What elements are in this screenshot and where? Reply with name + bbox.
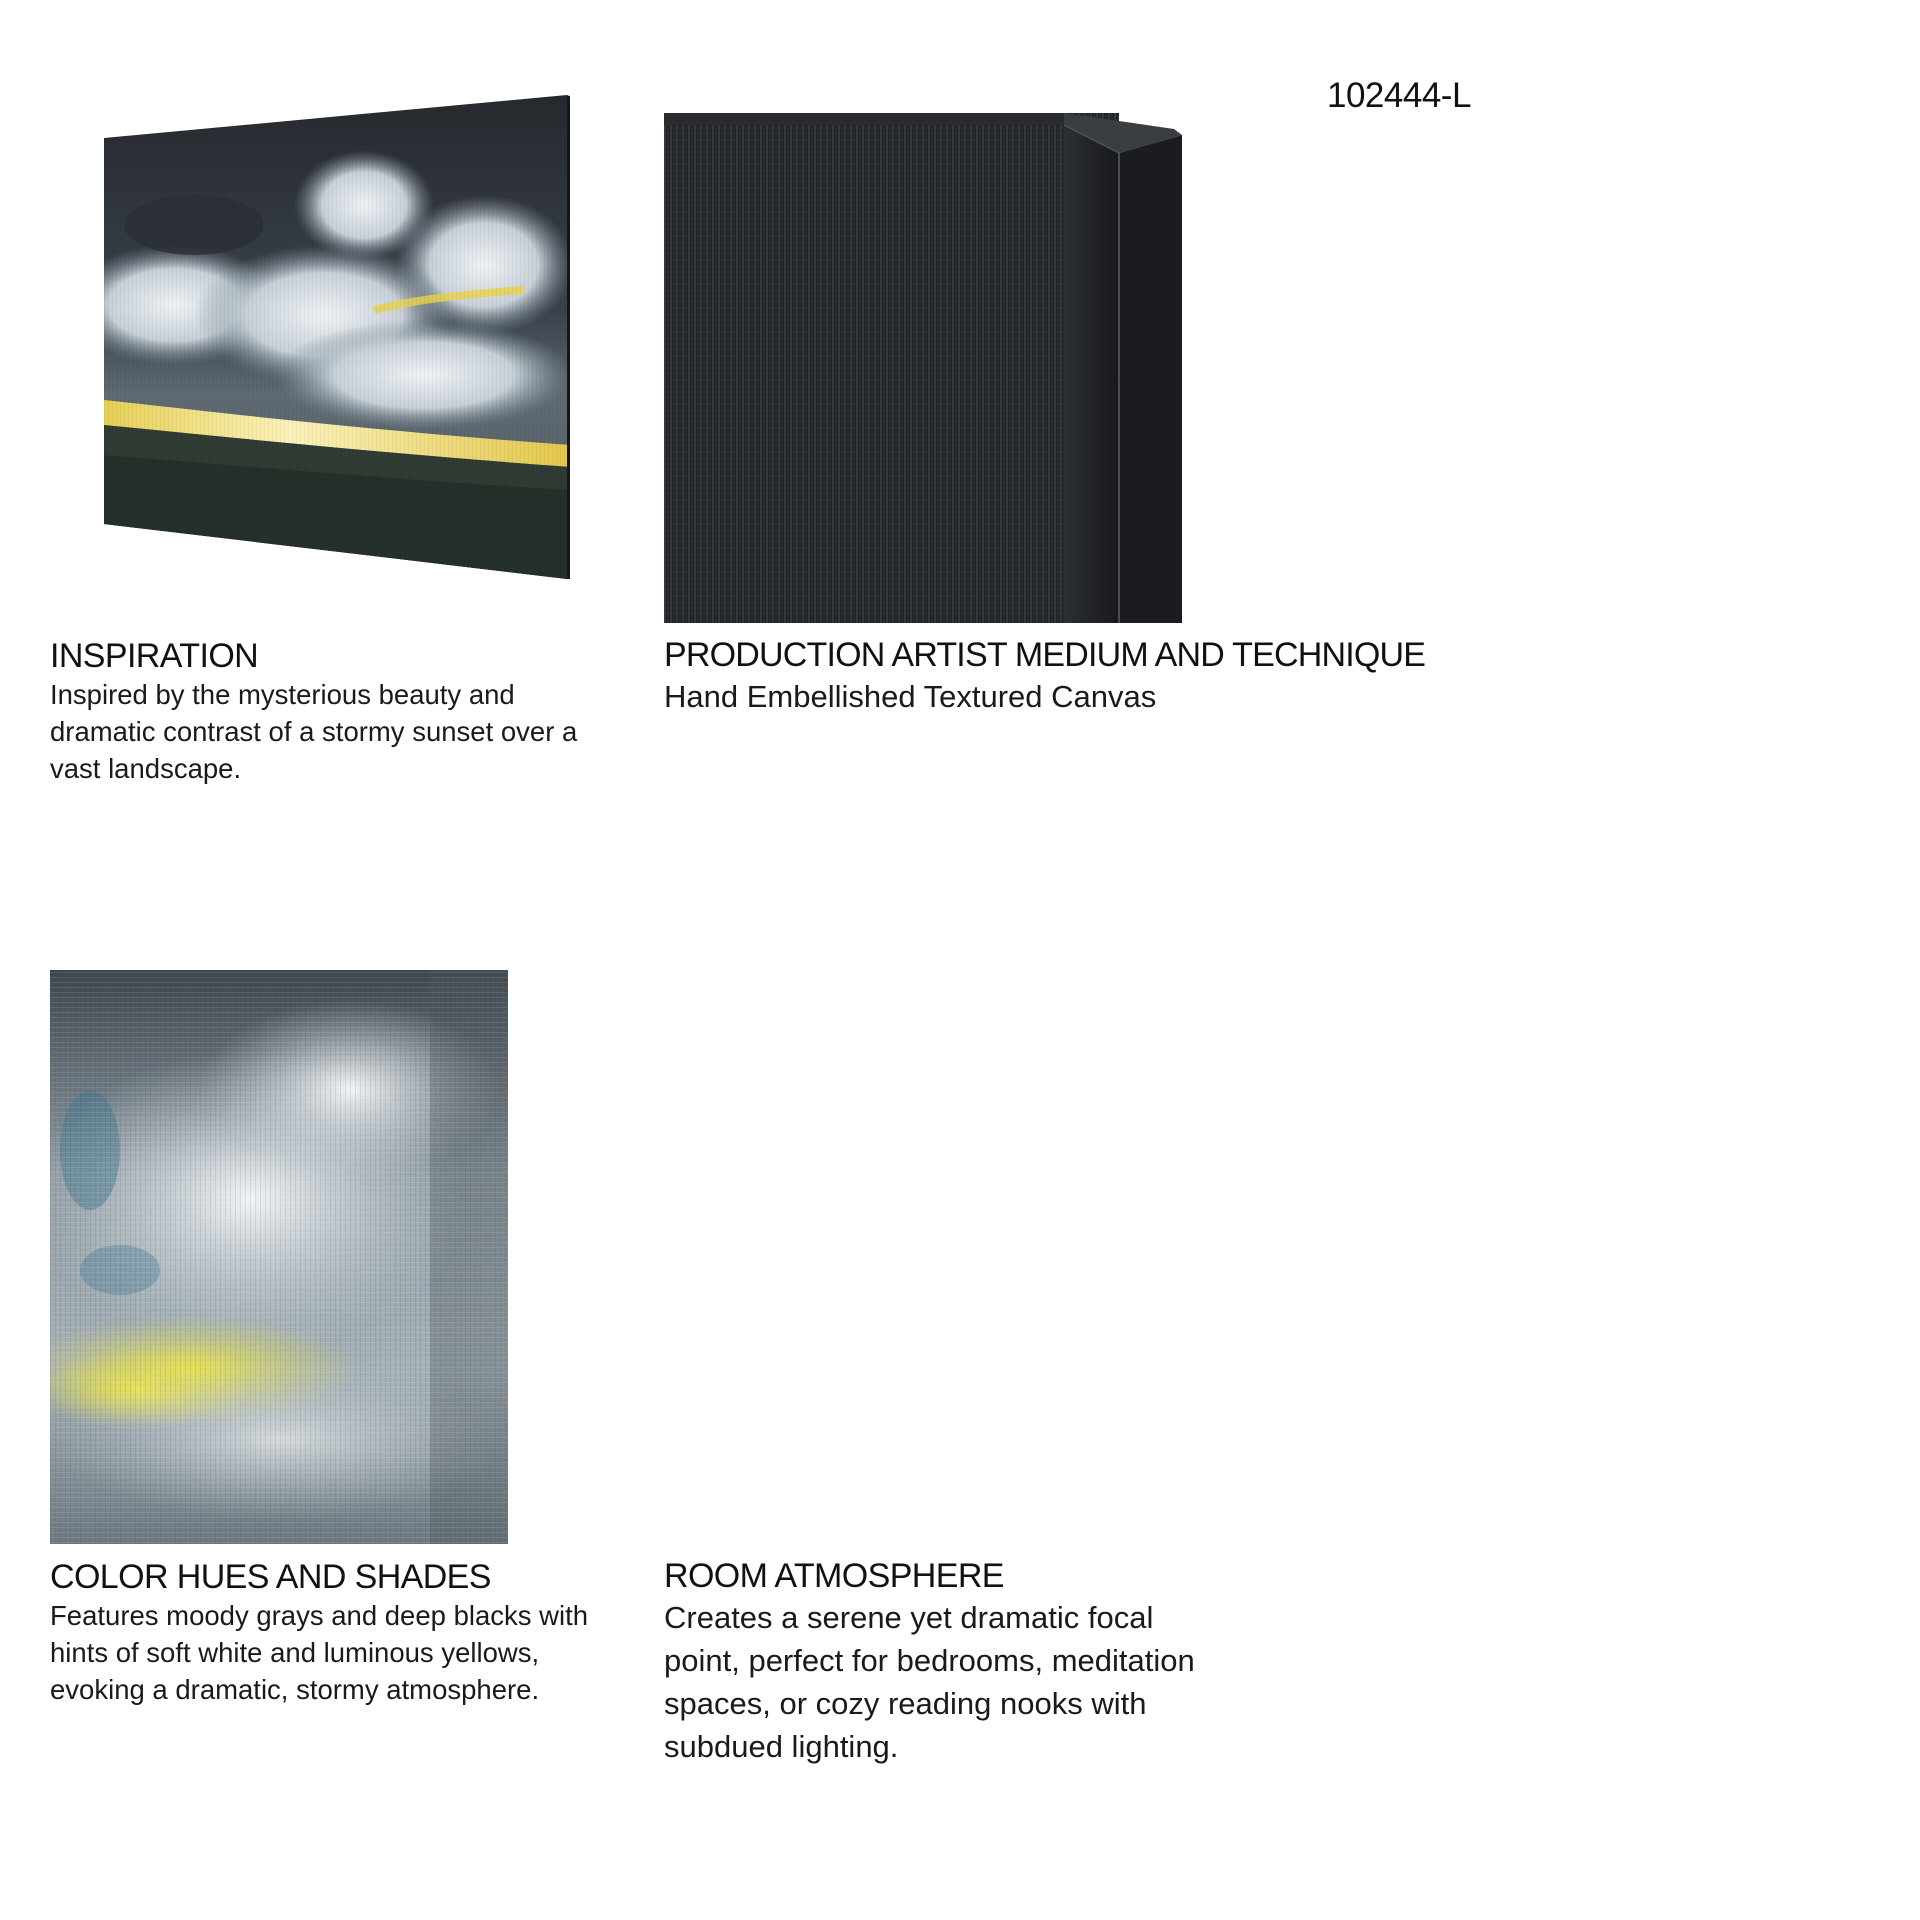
canvas-edge-image — [664, 113, 1182, 623]
color-text — [50, 1597, 588, 1708]
color-line: hints of soft white and luminous yellows, — [50, 1637, 540, 1668]
inspiration-heading: INSPIRATION — [50, 637, 259, 675]
room-line: point, perfect for bedrooms, meditation — [664, 1643, 1195, 1678]
production-heading: PRODUCTION ARTIST MEDIUM AND TECHNIQUE — [664, 636, 1426, 674]
room-line: subdued lighting. — [664, 1729, 899, 1764]
product-sku: 102444-L — [1327, 76, 1471, 115]
color-heading: COLOR HUES AND SHADES — [50, 1558, 491, 1596]
room-text — [664, 1596, 1195, 1768]
color-detail-image — [50, 970, 508, 1544]
room-line: spaces, or cozy reading nooks with — [664, 1686, 1147, 1721]
inspiration-line: Inspired by the mysterious beauty and — [50, 679, 515, 710]
inspiration-line: vast landscape. — [50, 753, 242, 784]
canvas-artwork-image — [104, 95, 570, 579]
room-line: Creates a serene yet dramatic focal — [664, 1600, 1154, 1635]
inspiration-text — [50, 676, 577, 787]
production-text: Hand Embellished Textured Canvas — [664, 679, 1157, 714]
inspiration-line: dramatic contrast of a stormy sunset over a — [50, 716, 578, 747]
color-line: evoking a dramatic, stormy atmosphere. — [50, 1674, 540, 1705]
room-heading: ROOM ATMOSPHERE — [664, 1557, 1004, 1595]
color-line: Features moody grays and deep blacks with — [50, 1600, 589, 1631]
